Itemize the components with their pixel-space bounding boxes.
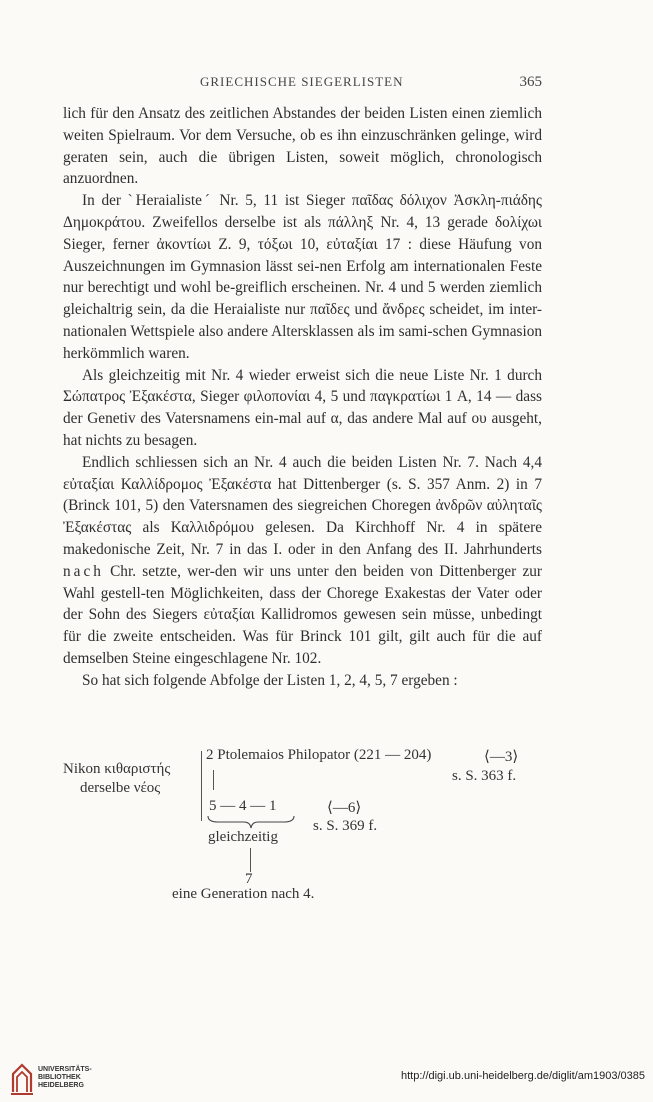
paragraph-4-end: Chr. setzte, wer-den wir uns unter den beiden von Dittenberger zur Wahl gestell-ten Möglichkeiten, dass der Chorege Exakestas der Vater oder der Sohn des Siegers εὐταξίαι Kallidromos gewesen sein müsse, unbedingt für die zweite entscheiden. Was für Brinck 101 gilt, gilt auch für die auf demselben Steine eingeschlagene Nr. 102. xyxy=(63,562,542,667)
scheme-line-1: 2 Ptolemaios Philopator (221 — 204) xyxy=(206,747,432,763)
scheme-line-2-page: s. S. 369 f. xyxy=(313,818,378,834)
underbrace-icon xyxy=(206,814,296,830)
scheme-left-bottom: derselbe νέος xyxy=(80,780,161,796)
paragraph-3: Als gleichzeitig mit Nr. 4 wieder erweist sich die neue Liste Nr. 1 durch Σώπατρος Ἐξακέστα, Sieger φιλοπονίαι 4, 5 und παγκρατίωι 1 A, 14 — dass der Genetiv des Vatersnamens ein-mal auf α, das andere Mal auf ου ausgeht, hat nichts zu besagen. xyxy=(63,366,542,449)
paragraph-2: In der ˋHeraialisteˊ Nr. 5, 11 ist Sieger παῖδας δόλιχον Ἀσκλη-πιάδης Δημοκράτου. Zweifellos derselbe ist als πάλληξ Nr. 4, 13 gerade δολίχωι Sieger, ferner ἀκοντίωι Z. 9, τόξωι 10, εὐταξίαι 17 : diese Häufung von Auszeichnungen im Gymnasion lässt sei-nen Erfolg am internationalen Feste nur berechtigt und wohl be-greiflich erscheinen. Nr. 4 und 5 werden ziemlich gleichaltrig sein, da die Heraialiste nur παῖδες und ἄνδρες scheidet, im inter-nationalen Wettspiele also andere Altersklassen als im sami-schen Gymnasion herkömmlich waren. xyxy=(63,192,542,362)
scheme-vline-1 xyxy=(213,770,214,790)
source-url[interactable]: http://digi.ub.uni-heidelberg.de/diglit/am1903/0385 xyxy=(400,1070,645,1082)
library-line-3: HEIDELBERG xyxy=(38,1082,84,1089)
scheme-line-2-ref: ⟨—6⟩ xyxy=(327,800,362,816)
scheme-line-1-page: s. S. 363 f. xyxy=(452,768,517,784)
footer xyxy=(0,1052,653,1102)
scheme-seven: 7 xyxy=(245,871,253,887)
library-line-2: BIBLIOTHEK xyxy=(38,1074,81,1081)
paragraph-5: So hat sich folgende Abfolge der Listen 1, 2, 4, 5, 7 ergeben : xyxy=(82,671,458,689)
library-logo-icon xyxy=(10,1062,34,1096)
scheme-left-top: Nikon κιθαριστής xyxy=(63,761,171,777)
paragraph-1: lich für den Ansatz des zeitlichen Abstandes der beiden Listen einen ziemlich weiten Spielraum. Vor dem Versuche, ob es ihn einzuschränken gelinge, wird geraten sein, auch die übrigen Listen, soweit möglich, chronologisch anzuordnen. xyxy=(63,105,542,188)
library-line-1: UNIVERSITÄTS- xyxy=(38,1066,92,1073)
scheme-line-1-ref: ⟨—3⟩ xyxy=(484,749,519,765)
spaced-word: nach xyxy=(63,562,104,580)
library-name xyxy=(38,1066,92,1090)
scheme-brace xyxy=(201,751,202,821)
scheme-line-2: 5 — 4 — 1 xyxy=(209,798,277,814)
paragraph-4-start: Endlich schliessen sich an Nr. 4 auch die beiden Listen Nr. 7. Nach 4,4 εὐταξίαι Καλλίδρομος Ἐξακέστα hat Dittenberger (s. S. 357 Anm. 2) in 7 (Brinck 101, 5) den Vatersnamen des siegreichen Choregen ἀνδρῶν αὐληταῖς Ἐξακέστας als Καλλιδρόμου gelesen. Da Kirchhoff Nr. 4 in spätere makedonische Zeit, Nr. 7 in das I. oder in den Anfang des II. Jahrhunderts xyxy=(63,453,542,558)
scheme-gleichzeitig: gleichzeitig xyxy=(208,829,278,845)
scheme-vline-2 xyxy=(250,848,251,872)
page-number: 365 xyxy=(519,74,542,90)
scheme-generation: eine Generation nach 4. xyxy=(172,886,315,902)
running-title: GRIECHISCHE SIEGERLISTEN xyxy=(200,74,404,89)
